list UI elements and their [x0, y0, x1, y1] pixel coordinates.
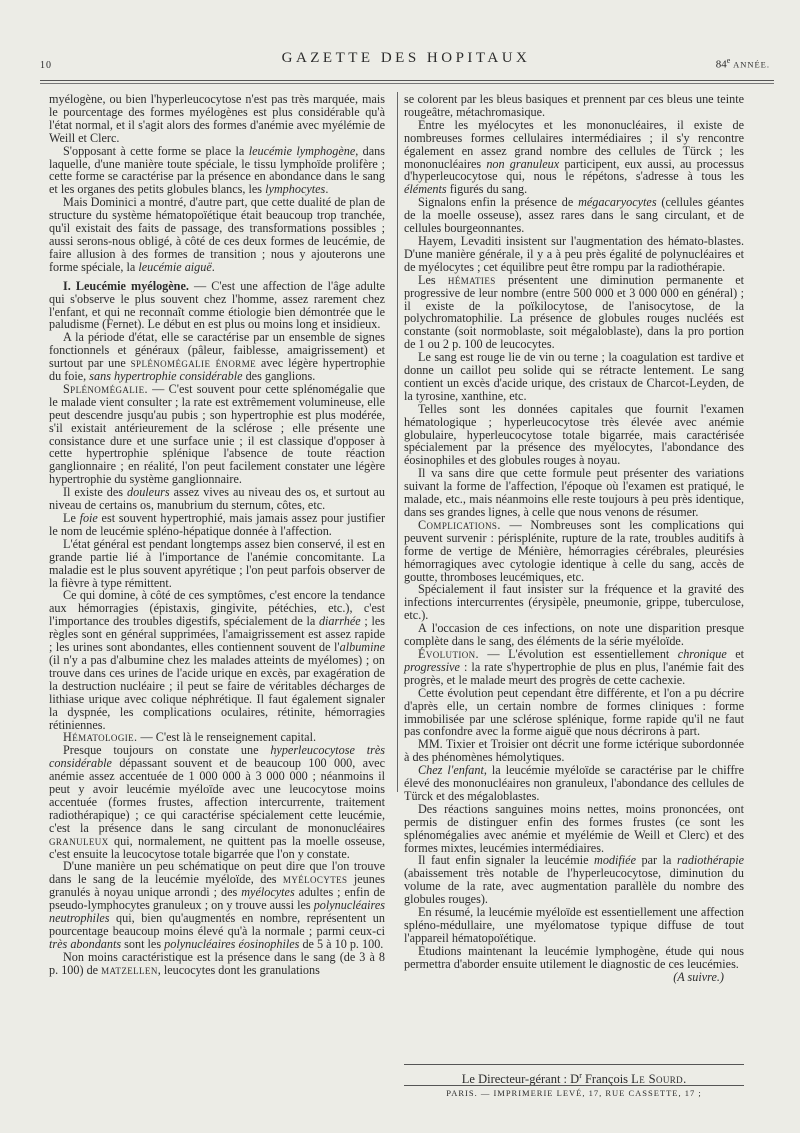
paragraph: Etudions maintenant la leucémie lymphogène, étude qui nous permettra d'aborder ensuite utilement le diagnostic de ces leucémies. — [404, 943, 744, 971]
paragraph: Il faut enfin signaler la leucémie modifiée par la radiothérapie (abaissement très notable de l'hyperleucocytose, diminution du volume de la rate, avec augmentation parallèle du nombre des globules rouges). — [404, 853, 745, 907]
paragraph: Il va sans dire que cette formule peut présenter des variations suivant la forme de l'affection, l'époque où l'examen est pratiqué, le malade, etc., mais néanmoins elle reste toujours à peu près identique, dans ses grandes lignes, à celle que nous venons de résumer. — [404, 466, 744, 519]
left-column — [49, 93, 385, 977]
paragraph: se colorent par les bleus basiques et prennent par ces bleus une teinte rougeâtre, métachromasique. — [404, 92, 744, 119]
paragraph: Chez l'enfant, la leucémie myéloïde se caractérise par le chiffre élevé des mononucléaires non granuleux, l'abondance des cellules de Türck et des mégaloblastes. — [404, 763, 744, 803]
page-number: 10 — [40, 60, 52, 71]
paragraph: En résumé, la leucémie myéloïde est essentiellement une affection spléno-médullaire, une myélomatose typique diffuse de tout l'appareil hématopoïétique. — [404, 905, 744, 945]
subheading: Évolution. — [418, 646, 479, 661]
subheading: Hématologie. — [63, 730, 138, 745]
paragraph: MM. Tixier et Troisier ont décrit une forme ictérique subordonnée à des phénomènes hémolytiques. — [404, 737, 744, 765]
journal-title: GAZETTE DES HOPITAUX — [281, 50, 531, 66]
paragraph: Il existe des douleurs assez vives au niveau des os, et surtout au niveau de certains os, manubrium du sternum, côtes, etc. — [49, 485, 385, 513]
footer-rule — [404, 1085, 744, 1086]
paragraph: Les hématies présentent une diminution permanente et progressive de leur nombre (entre 500 000 et 3 000 000 en général) ; il existe de la poïkilocytose, de l'anisocytose, de la polychromatophilie. La présence de globules rouges nucléés est constante (soit normoblaste, soit mégaloblaste), dans la pro portion de 1 ou 2 p. 100 de leucocytes. — [404, 272, 744, 352]
to-be-continued: (A suivre.) — [673, 969, 724, 984]
paragraph: Splénomégalie. — C'est souvent pour cette splénomégalie que le malade vient consulter ; la rate est extrêmement volumineuse, elle peut descendre jusqu'au pubis ; son hypertrophie est plus modérée, s'il existait antérieurement de la sclérose ; elle présente une consistance dure et une surface unie ; il est classique d'opposer à cette hypertrophie splénique l'absence de toute réaction ganglionnaire ; en réalité, l'on peut facilement constater une légère hypertrophie du système ganglionnaire. — [49, 381, 385, 487]
paragraph: Hématologie. — C'est là le renseignement capital. — [63, 730, 317, 745]
paragraph: Des réactions sanguines moins nettes, moins prononcées, ont permis de distinguer enfin des formes frustes (ce sont les splénomégalies avec anémie et myélémie de Weill et Clerc) et des formes mixtes, leucémies intermédiaires. — [404, 801, 744, 855]
paragraph: Ce qui domine, à côté de ces symptômes, c'est encore la tendance aux hémorragies (épistaxis, gingivite, pétéchies, etc.), c'est l'importance des troubles digestifs, spécialement de la diarrhée ; les règles sont en général supprimées, l'amaigrissement est assez rapide ; les urines sont abondantes, elles contiennent souvent de l'albumine (il n'y a pas d'albumine chez les malades atteints de myélomes) ; on trouve dans ces urines de l'acide urique en excès, par exagération de la destruction nucléaire ; il peut se faire de véritables décharges de lithiase urique avec colique néphrétique. Il faut également signaler la dyspnée, les complications oculaires, rétinite, hémorragies rétiniennes. — [49, 588, 385, 732]
year-label: 84e ANNÉE. — [715, 56, 770, 71]
editor-signature: Le Directeur-gérant : $D^r$ François Le Sourd. — [461, 1071, 687, 1087]
paragraph: S'opposant à cette forme se place la leucémie lymphogène, dans laquelle, d'une manière toute spéciale, le tissu lymphoïde prolifère ; cette forme se caractérise par la présence en abondance dans le sang et les organes des petits globules blancs, les lymphocytes. — [49, 143, 385, 197]
paragraph: myélogène, ou bien l'hyperleucocytose n'est pas très marquée, mais le pourcentage des formes myélogènes est plus considérable qu'à l'état normal, et il s'agit alors des formes d'anémie avec myélémie de Weill et Clerc. — [49, 92, 385, 145]
right-column — [404, 93, 744, 984]
paragraph: L'état général est pendant longtemps assez bien conservé, il est en grande partie lié à l'importance de l'anémie concomitante. La maladie est le plus souvent apyrétique ; l'on peut parfois observer de la fièvre à type rémittent. — [49, 536, 385, 590]
paragraph: Spécialement il faut insister sur la fréquence et la gravité des infections intercurrentes (érysipèle, pneumonie, grippe, tuberculose, etc.). — [404, 582, 744, 623]
paragraph: Signalons enfin la présence de mégacaryocytes (cellules géantes de la moelle osseuse), assez rares dans le sang circulant, et de cellules bourgeonnantes. — [404, 195, 745, 236]
footer-rule — [404, 1064, 744, 1065]
paragraph: A la période d'état, elle se caractérise par un ensemble de signes fonctionnels et généraux (pâleur, faiblesse, amaigrissement) et surtout par une splénomégalie énorme avec légère hypertrophie du foie, sans hypertrophie considérable des ganglions. — [49, 330, 385, 384]
paragraph: Non moins caractéristique est la présence dans le sang (de 3 à 8 p. 100) de matzellen, leucocytes dont les granulations — [49, 949, 385, 977]
paragraph: Évolution. — L'évolution est essentiellement chronique et progressive : la rate s'hypertrophie de plus en plus, l'anémie fait des progrès, et le malade meurt des progrès de cette cachexie. — [404, 646, 744, 687]
paragraph: Mais Dominici a montré, d'autre part, que cette dualité de plan de structure du système hématopoïétique était beaucoup trop tranchée, qu'il existait des faits de passage, des transformations possibles ; aussi serons-nous obligé, à côté de ces deux formes de leucémie, de faire allusion à des formes de transition ; nous y ajouterons une forme spéciale, la leucémie aiguë. — [49, 195, 385, 274]
section-heading: I. Leucémie myélogène. — [63, 278, 189, 293]
column-divider — [397, 92, 398, 792]
subheading: Splénomégalie. — [63, 381, 148, 396]
paragraph: Cette évolution peut cependant être différente, et l'on a pu décrire d'après elle, un certain nombre de formes cliniques : forme immobilisée par une sclérose splénique, forme rapide qu'il ne faut pas confondre avec la forme aiguë que nous décrirons à part. — [404, 685, 744, 739]
paragraph: Complications. — Nombreuses sont les complications qui peuvent survenir : périsplénite, rupture de la rate, troubles auditifs à forme de vertige de Ménière, hémorragies cérébrales, pleurésies hémorragiques avec cytologie identique à celle du sang, accès de goutte, thromboses leucémiques, etc. — [404, 517, 744, 584]
paragraph: A l'occasion de ces infections, on note une disparition presque complète dans le sang, des éléments de la série myéloïde. — [404, 621, 744, 649]
header-rule — [40, 80, 774, 81]
paragraph: Le sang est rouge lie de vin ou terne ; la coagulation est tardive et donne un caillot peu solide qui se rétracte lentement. Le sang contient un excès d'acide urique, des cristaux de Charcot-Leyden, de la tyrosine, xanthine, etc. — [404, 350, 744, 403]
printer-imprint: PARIS. — IMPRIMERIE LEVÉ, 17, RUE CASSETTE, 17 ; — [446, 1088, 702, 1098]
paragraph: Le foie est souvent hypertrophié, mais jamais assez pour justifier le nom de leucémie spléno-hépatique donnée à l'affection. — [49, 511, 386, 538]
header-rule-thin — [40, 83, 774, 84]
page-header — [38, 46, 774, 76]
paragraph: D'une manière un peu schématique on peut dire que l'on trouve dans le sang de la leucémie myéloïde, des myélocytes jeunes granulés à noyau unique arrondi ; des myélocytes adultes ; enfin de pseudo-lymphocytes granuleux ; on y trouve aussi les polynucléaires neutrophiles qui, bien qu'augmentés en nombre, représentent un pourcentage beaucoup moins élevé qu'à la normale ; parmi ceux-ci très abondants sont les polynucléaires éosinophiles de 5 à 10 p. 100. — [49, 859, 386, 951]
subheading: Complications. — [418, 517, 501, 532]
paragraph: Entre les myélocytes et les mononucléaires, il existe de nombreuses formes cellulaires intermédiaires ; il s'y rencontre également en assez grand nombre des cellules de Türck ; les mononucléaires non granuleux participent, eux aussi, au processus d'hyperleucocytose qui, nous le répétons, s'adresse à tous les éléments figurés du sang. — [404, 117, 744, 197]
section-heading-paragraph: I. Leucémie myélogène. — C'est une affection de l'âge adulte qui s'observe le plus souvent chez l'homme, assez rarement chez l'enfant, et qui ne reconnaît comme étiologie bien démontrée que le paludisme (Fernet). Le début en est plus ou moins long et insidieux. — [49, 278, 386, 332]
paragraph: Hayem, Levaditi insistent sur l'augmentation des hémato-blastes. D'une manière générale, il y a à peu près égalité de polynucléaires et de myélocytes ; cet équilibre peut être rompu par la radiothérapie. — [404, 233, 744, 274]
paragraph: Presque toujours on constate une hyperleucocytose très considérable dépassant souvent et de beaucoup 100 000, avec anémie assez accentuée de 1 000 000 à 3 000 000 ; néanmoins il peut y avoir leucémie myéloïde avec une leucocytose moins accentuée (formes frustes, affection intercurrente, traitement radiothérapique) ; ce qui caractérise spécialement cette leucémie, c'est la présence dans le sang circulant de mononucléaires granuleux qui, normalement, ne quittent pas la moelle osseuse, c'est ensuite la leucocytose totale bigarrée que l'on y constate. — [49, 743, 385, 861]
paragraph: Telles sont les données capitales que fournit l'examen hématologique ; hyperleucocytose très élevée avec anémie globulaire, hyperleucocytose totale bigarrée, mais caractérisée spécialement par la présence des myélocytes, l'abondance des éosinophiles et des globules rouges à noyau. — [404, 401, 744, 468]
